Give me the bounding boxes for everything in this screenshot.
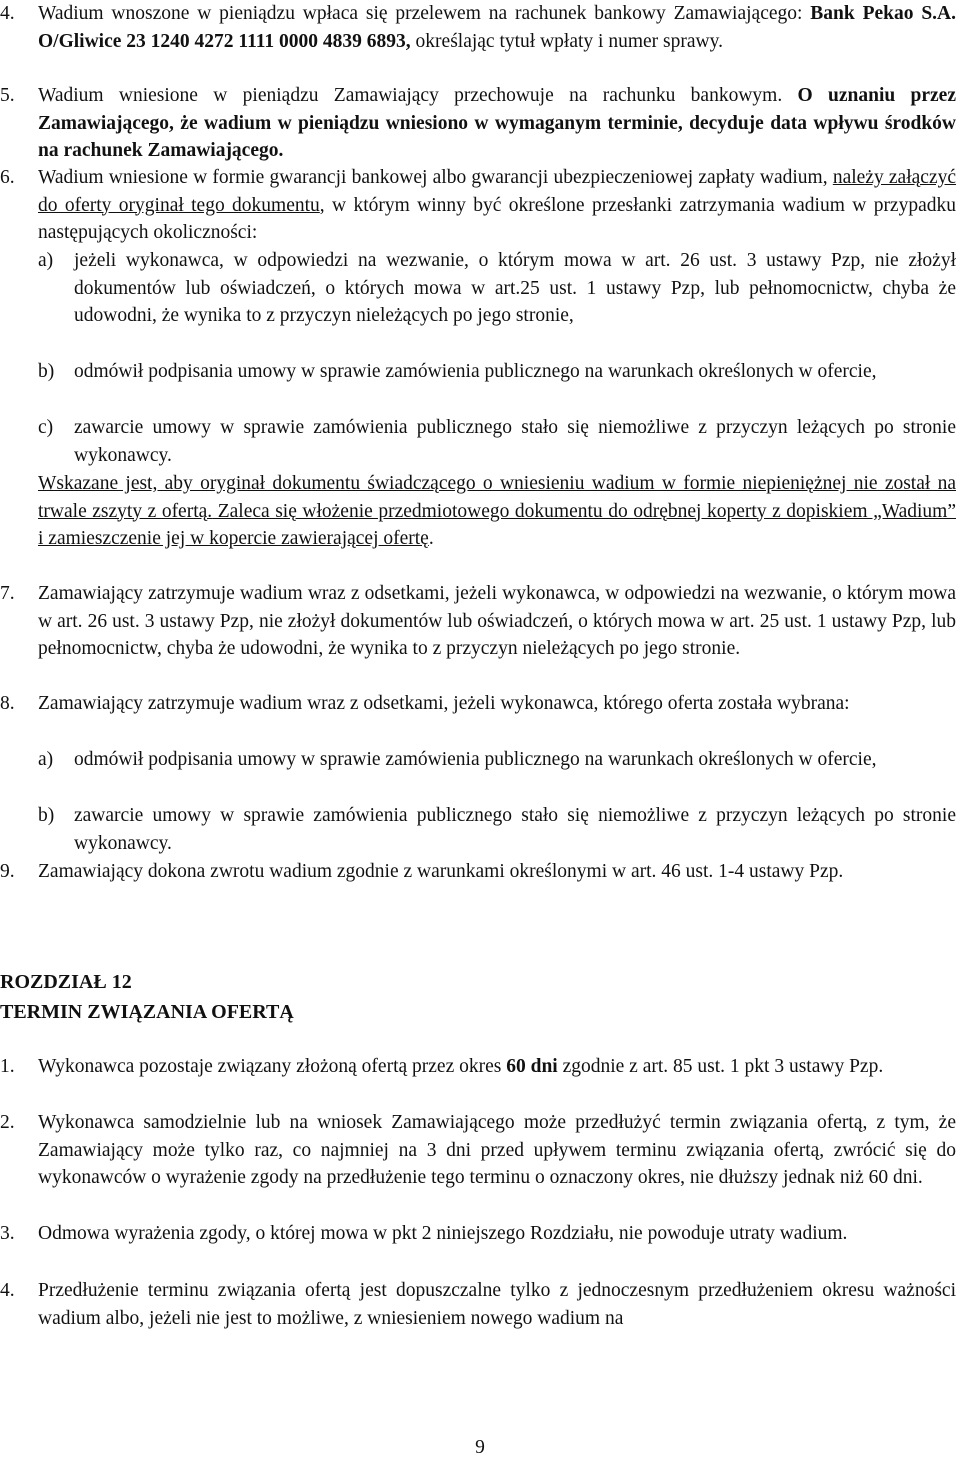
list-item-label: c) <box>38 417 54 438</box>
list-item-text: zawarcie umowy w sprawie zamówienia publicznego stało się niemożliwe z przyczyn leżących po stronie wykonawcy. <box>74 805 956 854</box>
paragraph-number: 2. <box>0 1112 15 1133</box>
bold-text: 60 dni <box>506 1056 558 1077</box>
paragraph-number: 7. <box>0 583 15 604</box>
list-item-label: b) <box>38 805 55 826</box>
bank-account: Bank Pekao S.A. O/Gliwice 23 1240 4272 1111 0000 4839 6893, <box>38 3 956 52</box>
paragraph-text: Przedłużenie terminu związania ofertą jest dopuszczalne tylko z jednoczesnym przedłużeniem okresu ważności wadium albo, jeżeli nie jest to możliwe, z wniesieniem nowego wadium na <box>38 1280 956 1329</box>
paragraph-number: 6. <box>0 167 15 188</box>
paragraph-note <box>38 470 956 553</box>
text-span: . <box>428 528 434 550</box>
paragraph-text <box>38 1053 956 1081</box>
paragraph-text <box>38 0 956 55</box>
page-number: 9 <box>475 1437 485 1458</box>
underlined-text: należy załączyć do oferty oryginał tego dokumentu <box>38 167 957 216</box>
paragraph-number: 9. <box>0 861 15 882</box>
paragraph-text: Odmowa wyrażenia zgody, o której mowa w pkt 2 niniejszego Rozdziału, nie powoduje utraty wadium. <box>38 1223 848 1244</box>
paragraph-text: Wykonawca samodzielnie lub na wniosek Zamawiającego może przedłużyć termin związania ofertą, z tym, że Zamawiający może tylko raz, co najmniej na 3 dni przed upływem terminu związania ofertą, zwrócić się do wykonawców o wyrażenie zgody na przedłużenie tego terminu o oznaczony okres, nie dłuższy jednak niż 60 dni. <box>38 1112 956 1189</box>
list-item-label: b) <box>38 361 55 382</box>
bold-text: O uznaniu przez Zamawiającego, że wadium w pieniądzu wniesiono w wymaganym terminie, decyduje data wpływu środków na rachunek Zamawiającego. <box>38 85 956 162</box>
paragraph-text: Zamawiający zatrzymuje wadium wraz z odsetkami, jeżeli wykonawca, którego oferta została wybrana: <box>38 693 850 714</box>
text-span: Wadium wniesione w formie gwarancji bankowej albo gwarancji ubezpieczeniowej zapłaty wadium, <box>38 167 833 188</box>
underlined-text: Wskazane jest, aby oryginał dokumentu świadczącego o wniesieniu wadium w formie niepieniężnej nie został na trwale zszyty z ofertą. <box>38 473 956 522</box>
text-span: , w którym winny być określone przesłanki zatrzymania wadium w przypadku następujących okoliczności: <box>38 194 956 244</box>
list-item-text: odmówił podpisania umowy w sprawie zamówienia publicznego na warunkach określonych w ofercie, <box>74 361 877 382</box>
underlined-text: Zaleca się włożenie przedmiotowego dokumentu do odrębnej koperty z dopiskiem „Wadium” i zamieszczenie jej w kopercie zawierającej ofertę <box>38 500 956 550</box>
paragraph-text <box>38 164 956 247</box>
list-item-text: odmówił podpisania umowy w sprawie zamówienia publicznego na warunkach określonych w ofercie, <box>74 749 877 770</box>
text-span: Wadium wnoszone w pieniądzu wpłaca się przelewem na rachunek bankowy Zamawiającego: <box>38 3 811 24</box>
list-item-text: zawarcie umowy w sprawie zamówienia publicznego stało się niemożliwe z przyczyn leżących po stronie wykonawcy. <box>74 417 956 466</box>
paragraph-text <box>38 82 956 165</box>
text-span: określając tytuł wpłaty i numer sprawy. <box>410 30 723 52</box>
paragraph-text: Zamawiający dokona zwrotu wadium zgodnie z warunkami określonymi w art. 46 ust. 1-4 ustawy Pzp. <box>38 861 844 882</box>
paragraph-number: 1. <box>0 1056 15 1077</box>
paragraph-number: 3. <box>0 1223 15 1244</box>
paragraph-number: 4. <box>0 1280 15 1301</box>
chapter-number: ROZDZIAŁ 12 <box>0 971 132 993</box>
text-span: zgodnie z art. 85 ust. 1 pkt 3 ustawy Pzp. <box>557 1056 884 1077</box>
paragraph-text: Zamawiający zatrzymuje wadium wraz z odsetkami, jeżeli wykonawca, w odpowiedzi na wezwanie, o którym mowa w art. 26 ust. 3 ustawy Pzp, nie złożył dokumentów lub oświadczeń, o których mowa w art. 25 ust. 1 ustawy Pzp, lub pełnomocnictw, chyba że udowodni, że wynika to z przyczyn nieleżących po jego stronie. <box>38 583 956 660</box>
text-span: Wadium wniesione w pieniądzu Zamawiający przechowuje na rachunku bankowym. <box>38 85 798 106</box>
paragraph-number: 8. <box>0 693 15 714</box>
text-span: Wykonawca pozostaje związany złożoną ofertą przez okres <box>38 1056 507 1077</box>
list-item-label: a) <box>38 749 54 770</box>
list-item-label: a) <box>38 250 54 271</box>
chapter-title: TERMIN ZWIĄZANIA OFERTĄ <box>0 1001 294 1023</box>
paragraph-number: 5. <box>0 85 15 106</box>
list-item-text: jeżeli wykonawca, w odpowiedzi na wezwanie, o którym mowa w art. 26 ust. 3 ustawy Pzp, nie złożył dokumentów lub oświadczeń, o których mowa w art.25 ust. 1 ustawy Pzp, lub pełnomocnictw, chyba że udowodni, że wynika to z przyczyn nieleżących po jego stronie, <box>74 250 956 327</box>
paragraph-number: 4. <box>0 3 15 24</box>
